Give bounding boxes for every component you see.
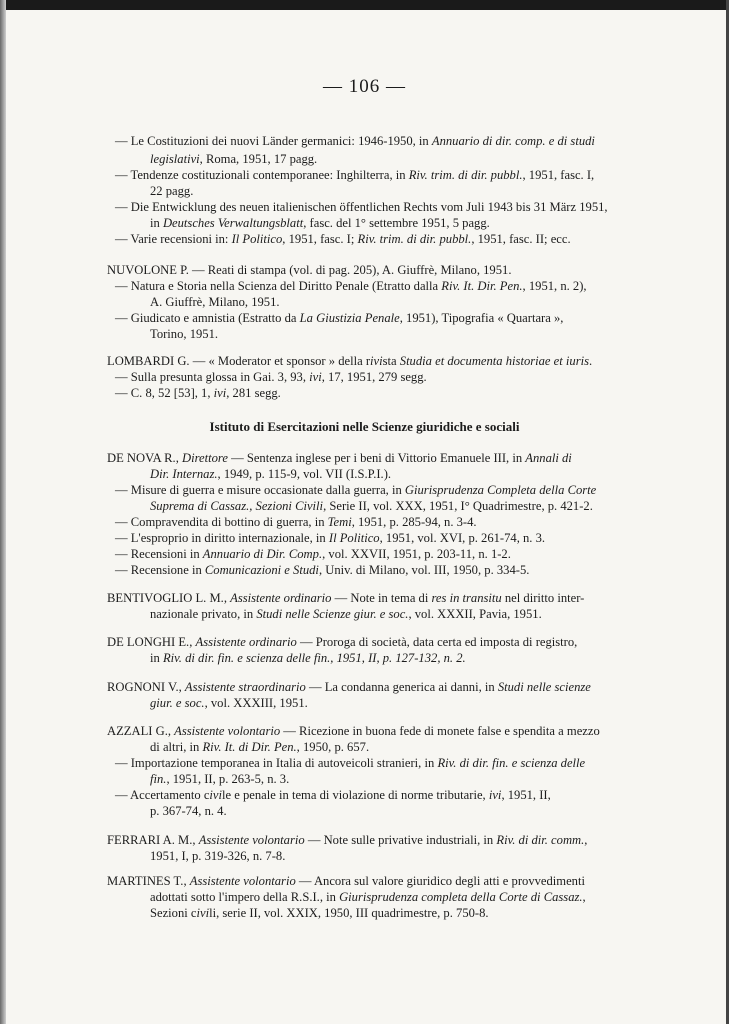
bibliography-line: — Recensione in Comunicazioni e Studi, Univ. di Milano, vol. III, 1950, p. 334-5. [115, 563, 530, 577]
bibliography-line: Dir. Internaz., 1949, p. 115-9, vol. VII (I.S.P.I.). [150, 467, 392, 481]
section-heading: Istituto di Esercitazioni nelle Scienze giuridiche e sociali [209, 419, 520, 434]
bibliography-line: fin., 1951, II, p. 263-5, n. 3. [150, 772, 290, 786]
bibliography-line: DE NOVA R., Direttore — Sentenza inglese per i beni di Vittorio Emanuele III, in Annali di [107, 451, 572, 465]
bibliography-line: BENTIVOGLIO L. M., Assistente ordinario — Note in tema di res in transitu nel diritto inter- [107, 591, 585, 605]
bibliography-line: — Recensioni in Annuario di Dir. Comp., vol. XXVII, 1951, p. 203-11, n. 1-2. [115, 547, 511, 561]
bibliography-line: ROGNONI V., Assistente straordinario — La condanna generica ai danni, in Studi nelle scienze [107, 680, 591, 694]
bibliography-line: — Varie recensioni in: Il Politico, 1951, fasc. I; Riv. trim. di dir. pubbl., 1951, fasc. II; ecc. [115, 232, 571, 246]
bibliography-line: Suprema di Cassaz., Sezioni Civili, Serie II, vol. XXX, 1951, I° Quadrimestre, p. 421-2. [150, 499, 593, 513]
bibliography-line: FERRARI A. M., Assistente volontario — Note sulle privative industriali, in Riv. di dir. comm., [107, 833, 588, 847]
bibliography-line: 22 pagg. [150, 184, 194, 198]
bibliography-line: — C. 8, 52 [53], 1, ivi, 281 segg. [115, 386, 281, 400]
bibliography-line: adottati sotto l'impero della R.S.I., in Giurisprudenza completa della Corte di Cassaz., [150, 890, 586, 904]
bibliography-line: DE LONGHI E., Assistente ordinario — Proroga di società, data certa ed imposta di registro, [107, 635, 578, 649]
bibliography-line: — L'esproprio in diritto internazionale, in Il Politico, 1951, vol. XVI, p. 261-74, n. 3. [115, 531, 546, 545]
bibliography-line: — Compravendita di bottino di guerra, in Temi, 1951, p. 285-94, n. 3-4. [115, 515, 477, 529]
bibliography-line: A. Giuffrè, Milano, 1951. [150, 295, 280, 309]
bibliography-line: — Le Costituzioni dei nuovi Länder germanici: 1946-1950, in Annuario di dir. comp. e di studi [115, 134, 595, 148]
bibliography-line: — Misure di guerra e misure occasionate dalla guerra, in Giurisprudenza Completa della Corte [115, 483, 597, 497]
bibliography-line: Sezioni civili, serie II, vol. XXIX, 1950, III quadrimestre, p. 750-8. [150, 906, 489, 920]
bibliography-line: — Die Entwicklung des neuen italienischen öffentlichen Rechts vom Juli 1943 bis 31 März 1951, [115, 200, 608, 214]
bibliography-line: di altri, in Riv. It. di Dir. Pen., 1950, p. 657. [150, 740, 370, 754]
scan-left-edge [0, 0, 6, 1024]
bibliography-line: in Deutsches Verwaltungsblatt, fasc. del 1° settembre 1951, 5 pagg. [150, 216, 490, 230]
scan-top-border [0, 0, 729, 10]
bibliography-line: Torino, 1951. [150, 327, 219, 341]
bibliography-line: giur. e soc., vol. XXXIII, 1951. [150, 696, 308, 710]
bibliography-line: p. 367-74, n. 4. [150, 804, 227, 818]
bibliography-line: NUVOLONE P. — Reati di stampa (vol. di pag. 205), A. Giuffrè, Milano, 1951. [107, 263, 512, 277]
bibliography-line: AZZALI G., Assistente volontario — Ricezione in buona fede di monete false e spendita a mezzo [107, 724, 600, 738]
bibliography-line: — Natura e Storia nella Scienza del Diritto Penale (Etratto dalla Riv. It. Dir. Pen., 1951, n. 2), [115, 279, 587, 293]
bibliography-line: in Riv. di dir. fin. e scienza delle fin., 1951, II, p. 127-132, n. 2. [150, 651, 466, 665]
bibliography-line: 1951, I, p. 319-326, n. 7-8. [150, 849, 286, 863]
bibliography-line: legislativi, Roma, 1951, 17 pagg. [150, 152, 318, 166]
bibliography-line: — Accertamento civile e penale in tema di violazione di norme tributarie, ivi, 1951, II, [115, 788, 551, 802]
bibliography-line: — Importazione temporanea in Italia di autoveicoli stranieri, in Riv. di dir. fin. e scienza delle [115, 756, 586, 770]
bibliography-line: — Tendenze costituzionali contemporanee: Inghilterra, in Riv. trim. di dir. pubbl., 1951, fasc. I, [115, 168, 595, 182]
bibliography-line: nazionale privato, in Studi nelle Scienze giur. e soc., vol. XXXII, Pavia, 1951. [150, 607, 542, 621]
page-number: — 106 — [323, 76, 406, 97]
bibliography-line: MARTINES T., Assistente volontario — Ancora sul valore giuridico degli atti e provvedimenti [107, 874, 585, 888]
bibliography-line: LOMBARDI G. — « Moderator et sponsor » della rivista Studia et documenta historiae et iuris. [107, 354, 593, 368]
bibliography-line: — Sulla presunta glossa in Gai. 3, 93, ivi, 17, 1951, 279 segg. [115, 370, 427, 384]
bibliography-line: — Giudicato e amnistia (Estratto da La Giustizia Penale, 1951), Tipografia « Quartara », [115, 311, 564, 325]
